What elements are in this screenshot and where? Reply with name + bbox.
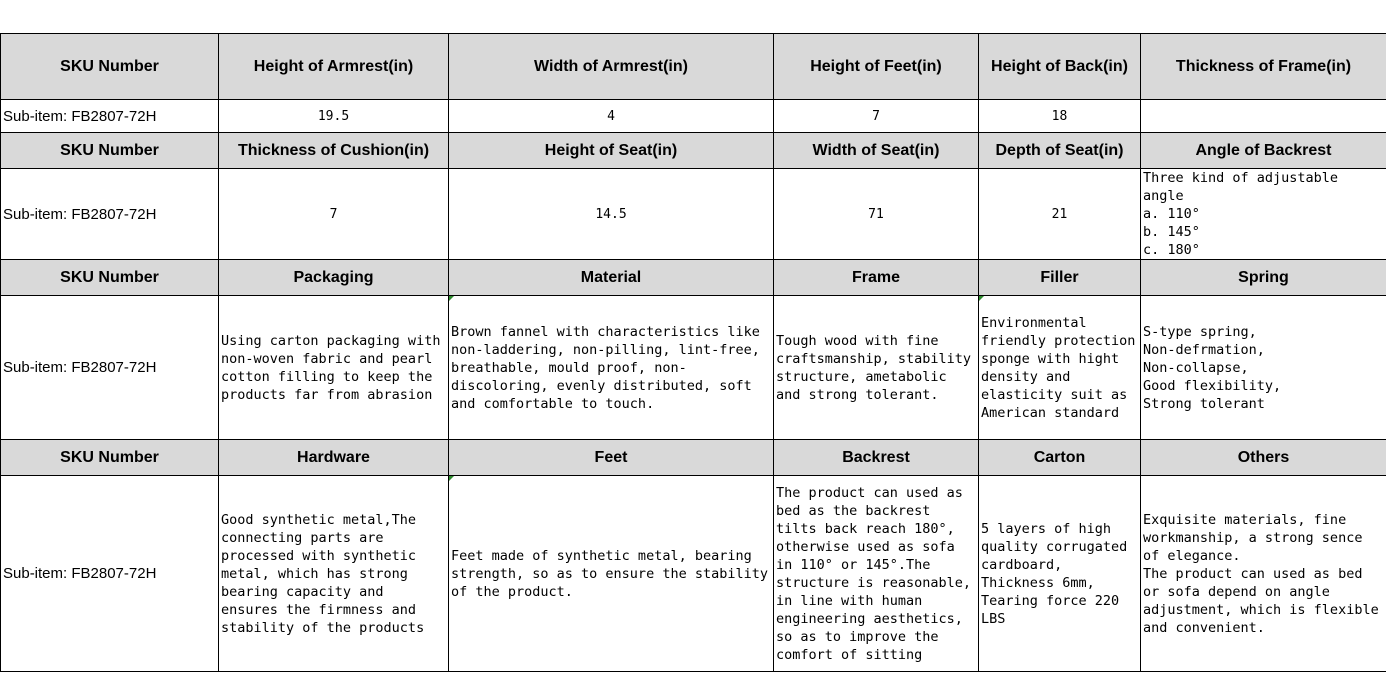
header-cell[interactable]: SKU Number <box>1 133 219 169</box>
value-cell[interactable] <box>1141 100 1386 133</box>
value-cell[interactable]: 7 <box>219 169 449 260</box>
header-cell[interactable]: Angle of Backrest <box>1141 133 1386 169</box>
header-cell[interactable]: Backrest <box>774 440 979 476</box>
sku-cell[interactable]: Sub-item: FB2807-72H <box>1 169 219 260</box>
sku-cell[interactable]: Sub-item: FB2807-72H <box>1 296 219 440</box>
header-cell[interactable]: Depth of Seat(in) <box>979 133 1141 169</box>
others-cell[interactable]: Exquisite materials, fine workmanship, a strong sence of elegance. The product can used as bed or sofa depend on angle adjustment, which is flexible and convenient. <box>1141 476 1386 672</box>
header-cell[interactable]: Feet <box>449 440 774 476</box>
header-cell[interactable]: Height of Feet(in) <box>774 34 979 100</box>
feet-cell[interactable]: Feet made of synthetic metal, bearing strength, so as to ensure the stability of the product. <box>449 476 774 672</box>
header-cell[interactable]: Material <box>449 260 774 296</box>
backrest-cell[interactable]: The product can used as bed as the backrest tilts back reach 180°, otherwise used as sofa in 110° or 145°.The structure is reasonable, in line with human engineering aesthetics, so as to improve the comfort of sitting <box>774 476 979 672</box>
spring-cell[interactable]: S-type spring, Non-defrmation, Non-collapse, Good flexibility, Strong tolerant <box>1141 296 1386 440</box>
value-cell[interactable]: 21 <box>979 169 1141 260</box>
value-cell[interactable]: 4 <box>449 100 774 133</box>
data-row <box>1 100 1386 133</box>
value-cell[interactable]: 18 <box>979 100 1141 133</box>
header-cell[interactable]: Frame <box>774 260 979 296</box>
data-row <box>1 476 1386 672</box>
header-cell[interactable]: Height of Seat(in) <box>449 133 774 169</box>
packaging-cell[interactable]: Using carton packaging with non-woven fabric and pearl cotton filling to keep the products far from abrasion <box>219 296 449 440</box>
header-cell[interactable]: Height of Armrest(in) <box>219 34 449 100</box>
header-row-seat <box>1 133 1386 169</box>
header-cell[interactable]: Hardware <box>219 440 449 476</box>
header-cell[interactable]: Others <box>1141 440 1386 476</box>
filler-cell[interactable]: Environmental friendly protection sponge with hight density and elasticity suit as American standard <box>979 296 1141 440</box>
value-cell[interactable]: 7 <box>774 100 979 133</box>
carton-cell[interactable]: 5 layers of high quality corrugated cardboard, Thickness 6mm, Tearing force 220 LBS <box>979 476 1141 672</box>
header-cell[interactable]: SKU Number <box>1 260 219 296</box>
header-cell[interactable]: SKU Number <box>1 440 219 476</box>
hardware-cell[interactable]: Good synthetic metal,The connecting parts are processed with synthetic metal, which has strong bearing capacity and ensures the firmness and stability of the products <box>219 476 449 672</box>
frame-cell[interactable]: Tough wood with fine craftsmanship, stability structure, ametabolic and strong tolerant. <box>774 296 979 440</box>
sku-cell[interactable]: Sub-item: FB2807-72H <box>1 100 219 133</box>
material-cell[interactable]: Brown fannel with characteristics like non-laddering, non-pilling, lint-free, breathable, mould proof, non-discoloring, evenly distributed, soft and comfortable to touch. <box>449 296 774 440</box>
header-cell[interactable]: Filler <box>979 260 1141 296</box>
header-cell[interactable]: Carton <box>979 440 1141 476</box>
value-cell[interactable]: 71 <box>774 169 979 260</box>
header-cell[interactable]: Packaging <box>219 260 449 296</box>
header-row-dimensions <box>1 34 1386 100</box>
data-row <box>1 296 1386 440</box>
header-cell[interactable]: Spring <box>1141 260 1386 296</box>
value-cell[interactable]: 19.5 <box>219 100 449 133</box>
header-cell[interactable]: Height of Back(in) <box>979 34 1141 100</box>
header-cell[interactable]: Thickness of Cushion(in) <box>219 133 449 169</box>
header-cell[interactable]: Width of Armrest(in) <box>449 34 774 100</box>
header-cell[interactable]: Thickness of Frame(in) <box>1141 34 1386 100</box>
value-cell[interactable]: 14.5 <box>449 169 774 260</box>
header-cell[interactable]: SKU Number <box>1 34 219 100</box>
angle-of-backrest-cell[interactable]: Three kind of adjustable angle a. 110° b. 145° c. 180° <box>1141 169 1386 260</box>
header-cell[interactable]: Width of Seat(in) <box>774 133 979 169</box>
header-row-materials <box>1 260 1386 296</box>
spec-table <box>0 33 1386 672</box>
header-row-components <box>1 440 1386 476</box>
data-row <box>1 169 1386 260</box>
sku-cell[interactable]: Sub-item: FB2807-72H <box>1 476 219 672</box>
